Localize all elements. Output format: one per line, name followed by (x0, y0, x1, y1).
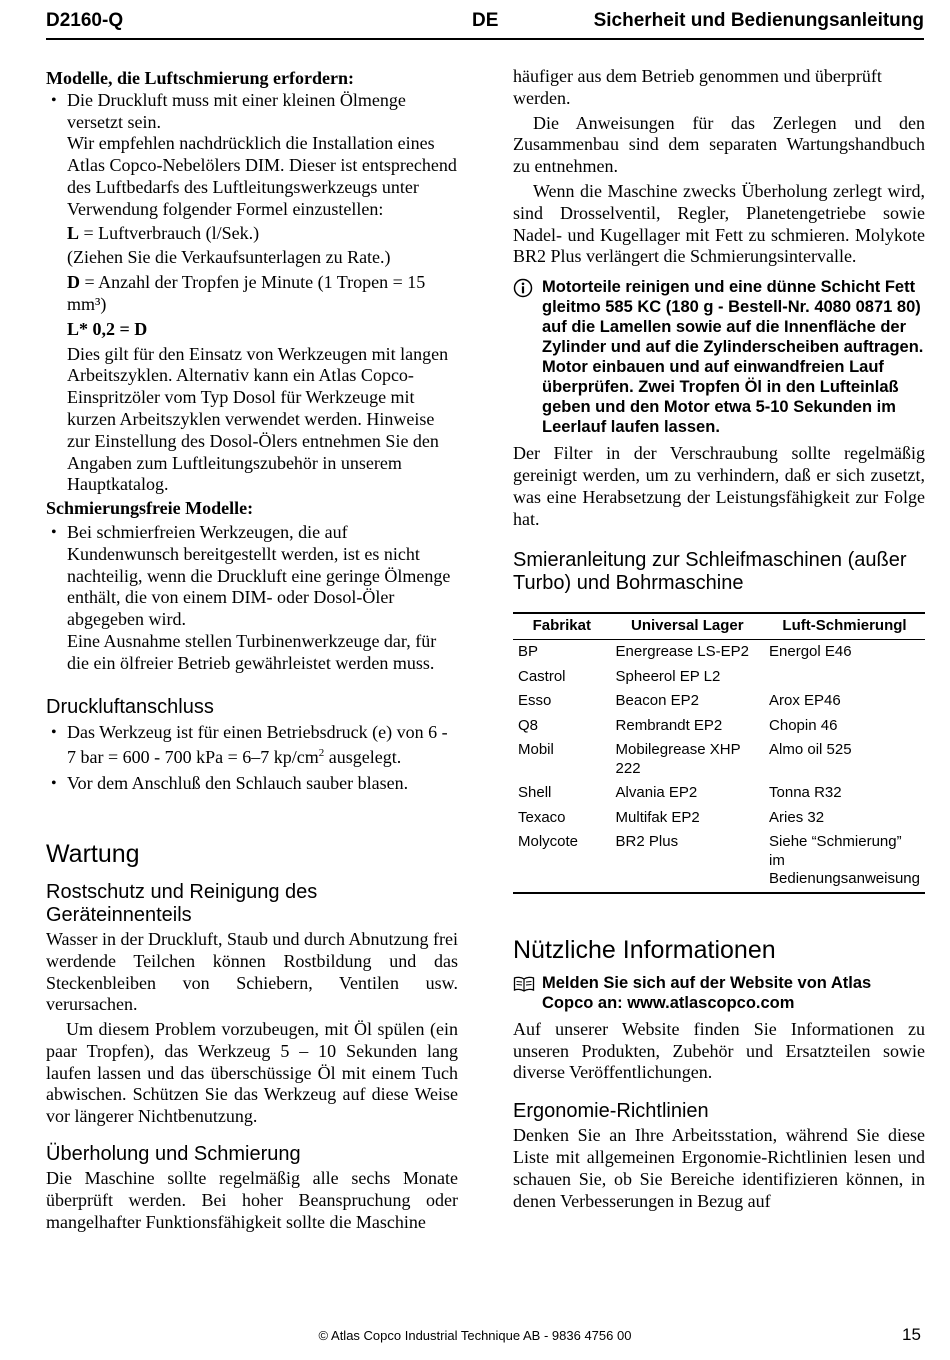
lubricant-table (513, 612, 925, 894)
left-column (46, 66, 458, 1233)
table-cell: Q8 (518, 716, 539, 734)
note-text: Melden Sie sich auf der Website von Atlas Copco an: www.atlascopco.com (542, 973, 872, 1012)
formula-equation: L* 0,2 = D (67, 318, 148, 339)
paragraph: Wir empfehlen nachdrücklich die Installation eines Atlas Copco-Nebelölers DIM. Dieser ist entsprechend des Luftbedarfs des Luftleitungswerkzeugs unter Verwendung folgender Formel einzustellen: (67, 133, 457, 219)
table-header-row (513, 613, 925, 640)
table-row (513, 806, 925, 831)
formula-symbol: L (67, 222, 80, 243)
superscript: 2 (318, 747, 325, 760)
paragraph: Auf unserer Website finden Sie Informationen zu unseren Produkten, Zubehör und Ersatzteilen sowie diverse Veröffentlichungen. (513, 1018, 925, 1083)
page-number: 15 (902, 1325, 921, 1344)
formula-text: = Luftverbrauch (l/Sek.) (79, 222, 260, 243)
table-cell: Spheerol EP L2 (615, 667, 721, 685)
table-row (513, 714, 925, 739)
formula-line-l (67, 223, 458, 245)
footer-copyright: © Atlas Copco Industrial Technique AB - 9836 4756 00 (318, 1328, 632, 1343)
language-code: DE (472, 10, 499, 31)
paragraph: Der Filter in der Verschraubung sollte regelmäßig gereinigt werden, um zu verhindern, daß er sich zusetzt, was eine Herabsetzung der Leistungsfähigkeit zur Folge hat. (513, 443, 925, 529)
table-cell: Castrol (518, 667, 566, 685)
air-connection-list (46, 722, 458, 795)
document-code: D2160-Q (46, 10, 124, 31)
table-cell: Energrease LS-EP2 (615, 643, 749, 661)
list-item (46, 522, 458, 675)
table-cell: Arox EP46 (769, 692, 841, 710)
list-item (46, 90, 458, 496)
website-note (513, 973, 925, 1013)
right-column (513, 66, 925, 1212)
oil-models-heading: Modelle, die Luftschmierung erfordern: (46, 68, 354, 88)
air-connection-heading: Druckluftanschluss (46, 695, 214, 718)
table-cell: Molycote (518, 833, 579, 851)
paragraph: Denken Sie an Ihre Arbeitsstation, während Sie diese Liste mit allgemeinen Ergonomie-Richtlinien lesen und schauen Sie, ob Sie Bereiche identifizieren können, in denen Verbesserungen in Bezug auf (513, 1125, 925, 1211)
table-cell: BR2 Plus (615, 833, 679, 851)
list-item-text: ausgelegt. (324, 747, 402, 768)
table-row (513, 665, 925, 690)
list-item: • Vor dem Anschluß den Schlauch sauber blasen. (46, 773, 458, 795)
oil-free-heading: Schmierungsfreie Modelle: (46, 498, 254, 519)
table-cell: Tonna R32 (769, 784, 842, 802)
info-note (513, 277, 925, 437)
formula-line-d (67, 272, 458, 316)
info-icon (513, 278, 533, 298)
table-cell: Multifak EP2 (615, 808, 700, 826)
header-title: Sicherheit und Bedienungsanleitung (593, 10, 924, 31)
oil-free-list (46, 522, 458, 675)
paragraph: Um diesem Problem vorzubeugen, mit Öl spülen (ein paar Tropfen), das Werkzeug 5 – 10 Sekunden lang laufen lassen und das überschüssige Öl mit einem Tuch abwischen. Schützen Sie das Werkzeug auf diese Weise vor längerer Nichtbenutzung. (46, 1019, 458, 1127)
rust-heading: Rostschutz und Reinigung des Geräteinnenteils (46, 880, 318, 926)
paragraph: • Die Druckluft muss mit einer kleinen Ölmenge versetzt sein. (67, 89, 406, 132)
table-row (513, 689, 925, 714)
oil-models-list (46, 90, 458, 496)
table-cell: Almo oil 525 (769, 741, 852, 759)
table-cell: Mobilegrease XHP 222 (615, 741, 741, 777)
lubrication-heading: Smieranleitung zur Schleifmaschinen (außer Turbo) und Bohrmaschine (513, 549, 907, 595)
paragraph: häufiger aus dem Betrieb genommen und überprüft werden. (513, 66, 882, 108)
paragraph: Die Maschine sollte regelmäßig alle sechs Monate überprüft werden. Bei hoher Beanspruchung oder mangelhafter Funktionsfähigkeit sollte die Maschine (46, 1168, 458, 1232)
paragraph: Wasser in der Druckluft, Staub und durch Abnutzung frei werdende Teilchen können Rostbildung und das Steckenbleiben von Schiebern, Ventilen usw. verursachen. (46, 928, 458, 1015)
book-icon (513, 974, 535, 994)
table-cell: Aries 32 (769, 808, 825, 826)
table-cell: Esso (518, 692, 552, 710)
table-row (513, 830, 925, 893)
table-cell (764, 665, 925, 690)
paragraph: Dies gilt für den Einsatz von Werkzeugen mit langen Arbeitszyklen. Alternativ kann ein Atlas Copco-Einspritzöler vom Typ Dosol für Werkzeuge mit kurzen Arbeitszyklen verwendet werden. Hinweise zur Einstellung des Dosol-Ölers entnehmen Sie den Angaben zum Luftleitungszubehör in unserem Hauptkatalog. (67, 343, 449, 495)
table-cell: Texaco (518, 808, 566, 826)
table-cell: Energol E46 (769, 643, 852, 661)
table-cell: Shell (518, 784, 552, 802)
ergonomics-heading: Ergonomie-Richtlinien (513, 1100, 709, 1123)
table-header: Universal Lager (631, 617, 744, 635)
paragraph: • Bei schmierfreien Werkzeugen, die auf Kundenwunsch bereitgestellt werden, ist es nicht nachteilig, wenn die Druckluft eine geringe Ölmenge enthält, die von einem DIM- oder Dosol-Öler abgegeben wird. (67, 521, 451, 630)
table-row (513, 738, 925, 781)
table-cell: Chopin 46 (769, 716, 838, 734)
list-item (46, 722, 458, 770)
table-cell: Mobil (518, 741, 554, 759)
overhaul-heading: Überholung und Schmierung (46, 1143, 301, 1166)
paragraph: Wenn die Maschine zwecks Überholung zerlegt wird, sind Drosselventil, Regler, Planetengetriebe sowie Nadel- und Kugellager mit Fett zu schmieren. Molykote BR2 Plus verlängert die Schmierungsintervalle. (513, 180, 925, 267)
list-item-text: Das Werkzeug ist für einen Betriebsdruck (e) von 6 - 7 bar = 600 - 700 kPa = 6–7 kp/cm (67, 721, 448, 768)
paragraph: Eine Ausnahme stellen Turbinenwerkzeuge dar, für die ein ölfreier Betrieb gewährleistet werden muss. (67, 630, 437, 673)
paragraph: Die Anweisungen für das Zerlegen und den Zusammenbau sind dem separaten Wartungshandbuch zu entnehmen. (513, 112, 925, 177)
maintenance-title: Wartung (46, 839, 140, 868)
table-cell: Beacon EP2 (615, 692, 699, 710)
formula-symbol: D (67, 272, 80, 293)
note-text: Motor einbauen und auf einwandfreien Lauf überprüfen. Zwei Tropfen Öl in den Lufteinlaß geben und den Motor etwa 5-10 Sekunden im Leerlauf laufen lassen. (542, 358, 899, 437)
table-row (513, 640, 925, 665)
note-text: Motorteile reinigen und eine dünne Schicht Fett gleitmo 585 KC (180 g - Bestell-Nr. 4080 0871 80) auf die Lamellen sowie auf die Innenfläche der Zylinder und auf die Zylinderscheiben auftragen. (542, 278, 924, 357)
table-header: Fabrikat (532, 617, 591, 635)
table-cell: BP (518, 643, 539, 661)
table-header: Luft-Schmierungl (782, 617, 907, 635)
table-cell: Siehe “Schmierung” im Bedienungsanweisung (769, 833, 920, 888)
table-row (513, 781, 925, 806)
useful-info-title: Nützliche Informationen (513, 935, 776, 964)
table-cell: Rembrandt EP2 (615, 716, 723, 734)
table-cell: Alvania EP2 (615, 784, 698, 802)
formula-text: = Anzahl der Tropfen je Minute (1 Tropen = 15 mm³) (67, 272, 426, 314)
page-header (46, 10, 924, 40)
formula-note: (Ziehen Sie die Verkaufsunterlagen zu Rate.) (67, 247, 391, 268)
